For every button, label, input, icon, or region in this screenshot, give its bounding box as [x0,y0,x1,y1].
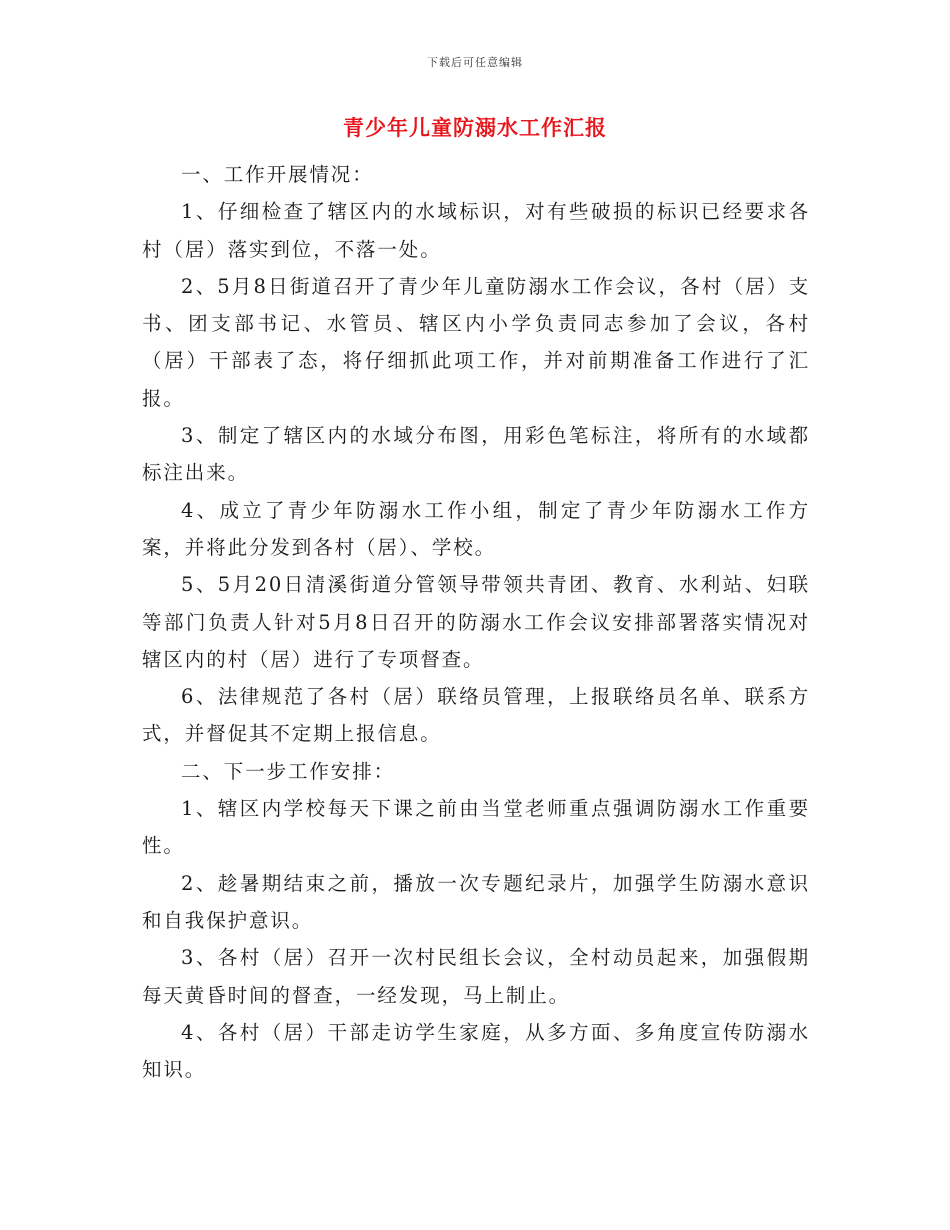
paragraph-1: 1、仔细检查了辖区内的水域标识，对有些破损的标识已经要求各村（居）落实到位，不落一处。 [142,200,810,261]
document-title: 青少年儿童防溺水工作汇报 [343,115,607,140]
paragraph-4: 4、成立了青少年防溺水工作小组，制定了青少年防溺水工作方案，并将此分发到各村（居）、学校。 [142,498,810,559]
header-note: 下载后可任意编辑 [427,56,523,69]
paragraph-8: 2、趁暑期结束之前，播放一次专题纪录片，加强学生防溺水意识和自我保护意识。 [142,871,810,932]
section-heading-1: 一、工作开展情况： [181,163,374,186]
paragraph-7: 1、辖区内学校每天下课之前由当堂老师重点强调防溺水工作重要性。 [142,797,810,858]
paragraph-2: 2、5月8日街道召开了青少年儿童防溺水工作会议，各村（居）支书、团支部书记、水管员、辖区内小学负责同志参加了会议，各村（居）干部表了态，将仔细抓此项工作，并对前期准备工作进行了汇报。 [142,274,810,410]
paragraph-5: 5、5月20日清溪街道分管领导带领共青团、教育、水利站、妇联等部门负责人针对5月8日召开的防溺水工作会议安排部署落实情况对辖区内的村（居）进行了专项督查。 [142,573,810,671]
document-body [142,156,810,1088]
paragraph-3: 3、制定了辖区内的水域分布图，用彩色笔标注，将所有的水域都标注出来。 [142,424,810,485]
paragraph-6: 6、法律规范了各村（居）联络员管理，上报联络员名单、联系方式，并督促其不定期上报信息。 [142,685,810,746]
paragraph-10: 4、各村（居）干部走访学生家庭，从多方面、多角度宣传防溺水知识。 [142,1020,810,1082]
paragraph-9: 3、各村（居）召开一次村民组长会议，全村动员起来，加强假期每天黄昏时间的督查，一经发现，马上制止。 [142,946,810,1007]
section-heading-2: 二、下一步工作安排： [181,759,396,783]
